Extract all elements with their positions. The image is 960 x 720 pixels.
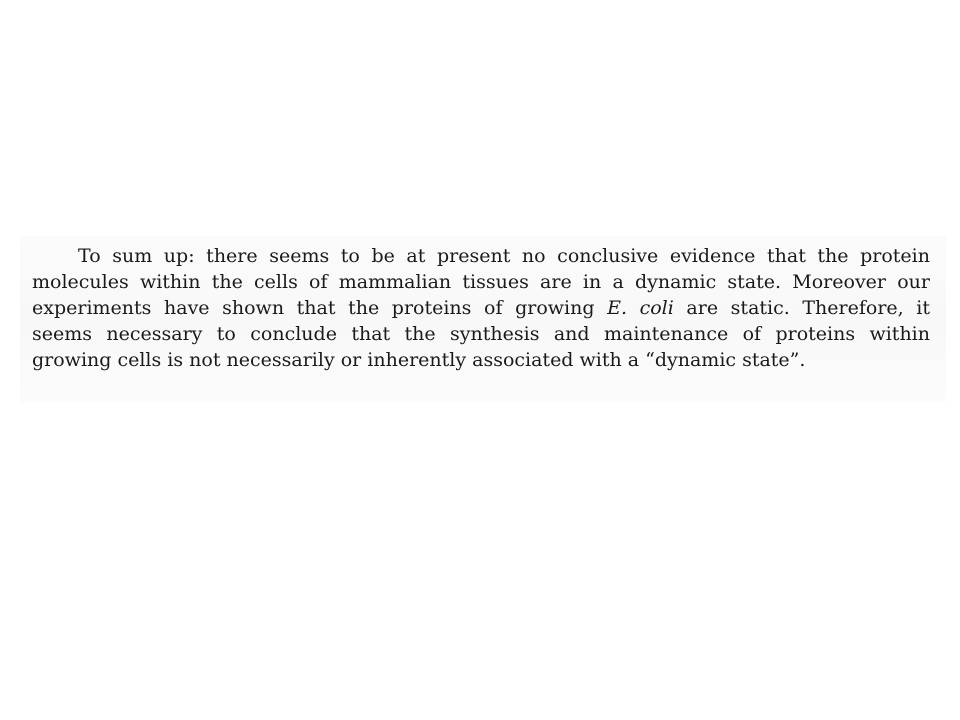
species-name: E. coli <box>607 297 674 319</box>
paragraph-line-3 <box>32 295 930 321</box>
paragraph-line-1: To sum up: there seems to be at present no conclusive evidence that the protein <box>78 245 930 267</box>
paragraph-line-5: growing cells is not necessarily or inherently associated with a “dynamic state”. <box>32 349 806 371</box>
paragraph-line-2: molecules within the cells of mammalian tissues are in a dynamic state. Moreover our <box>32 271 930 293</box>
paragraph-line-4: seems necessary to conclude that the synthesis and maintenance of proteins within <box>32 323 930 345</box>
paragraph-line-3-start: experiments have shown that the proteins of growing <box>32 297 608 319</box>
paragraph-line-3-end: are static. Therefore, it <box>673 297 930 319</box>
quoted-paragraph <box>32 243 930 373</box>
